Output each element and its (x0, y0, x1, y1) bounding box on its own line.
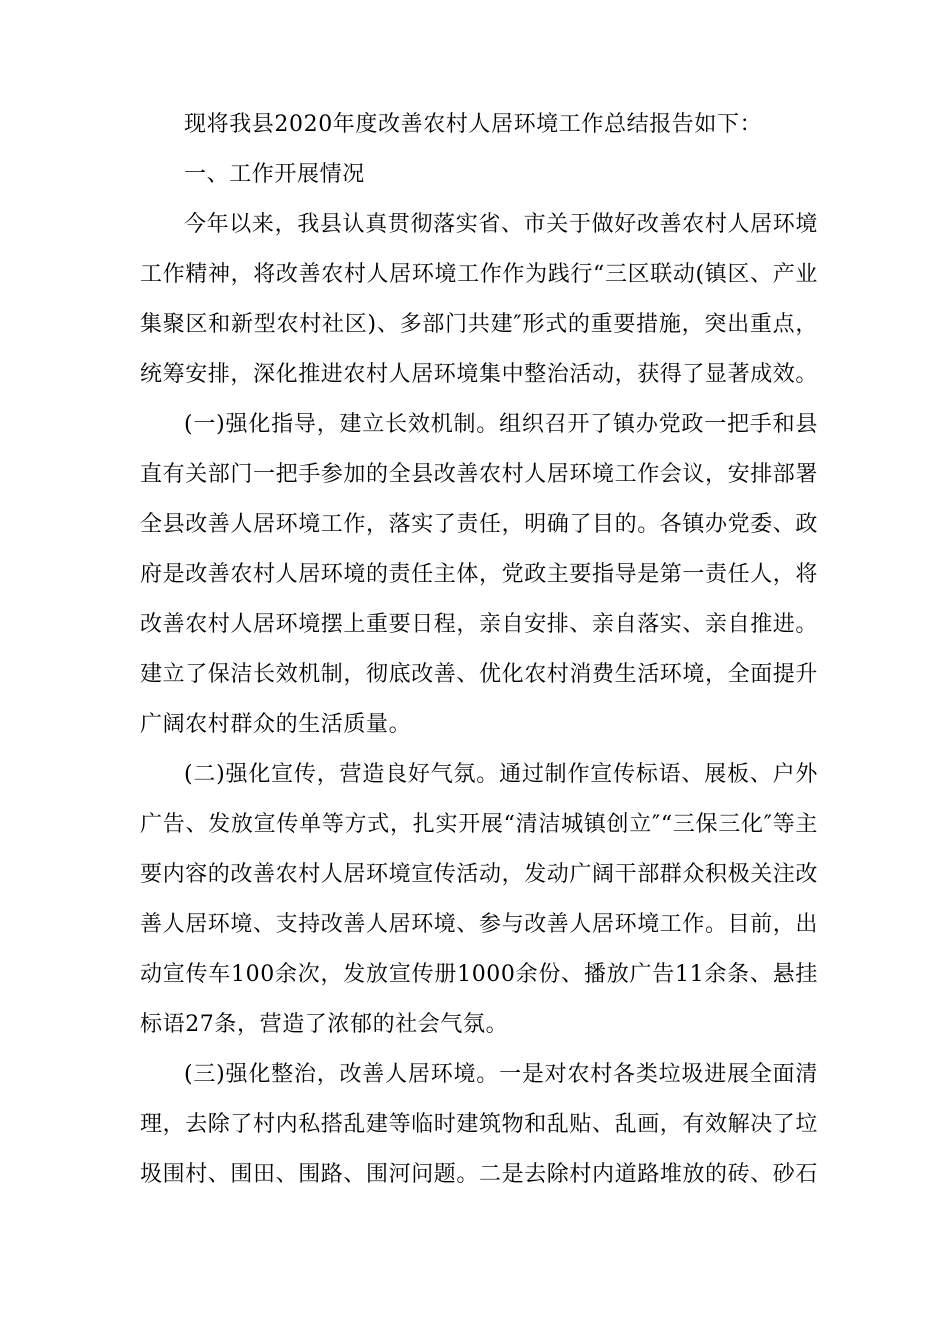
paragraph-publicity: (二)强化宣传，营造良好气氛。通过制作宣传标语、展板、户外广告、发放宣传单等方式，扎实开展“清洁城镇创立″“三保三化″等主要内容的改善农村人居环境宣传活动，发动广阔干部群众积极关注改善人居环境、支持改善人居环境、参与改善人居环境工作。目前，出动宣传车100余次，发放宣传册1000余份、播放广告11余条、悬挂标语27条，营造了浓郁的社会气氛。 (140, 762, 819, 1037)
paragraph-overview: 今年以来，我县认真贯彻落实省、市关于做好改善农村人居环境工作精神，将改善农村人居环境工作作为践行“三区联动(镇区、产业集聚区和新型农村社区)、多部门共建″形式的重要措施，突出重点，统筹安排，深化推进农村人居环境集中整治活动，获得了显著成效。 (140, 212, 819, 387)
section-heading: 一、工作开展情况 (184, 162, 365, 187)
intro-paragraph: 现将我县2020年度改善农村人居环境工作总结报告如下： (184, 112, 763, 137)
paragraph-rectification: (三)强化整治，改善人居环境。一是对农村各类垃圾进展全面清理，去除了村内私搭乱建等临时建筑物和乱贴、乱画，有效解决了垃圾围村、围田、围路、围河问题。二是去除村内道路堆放的砖、砂石 (140, 1062, 819, 1187)
document-body (140, 100, 818, 1200)
paragraph-guidance: (一)强化指导，建立长效机制。组织召开了镇办党政一把手和县直有关部门一把手参加的全县改善农村人居环境工作会议，安排部署全县改善人居环境工作，落实了责任，明确了目的。各镇办党委、政府是改善农村人居环境的责任主体，党政主要指导是第一责任人，将改善农村人居环境摆上重要日程，亲自安排、亲自落实、亲自推进。建立了保洁长效机制，彻底改善、优化农村消费生活环境，全面提升广阔农村群众的生活质量。 (140, 412, 819, 737)
